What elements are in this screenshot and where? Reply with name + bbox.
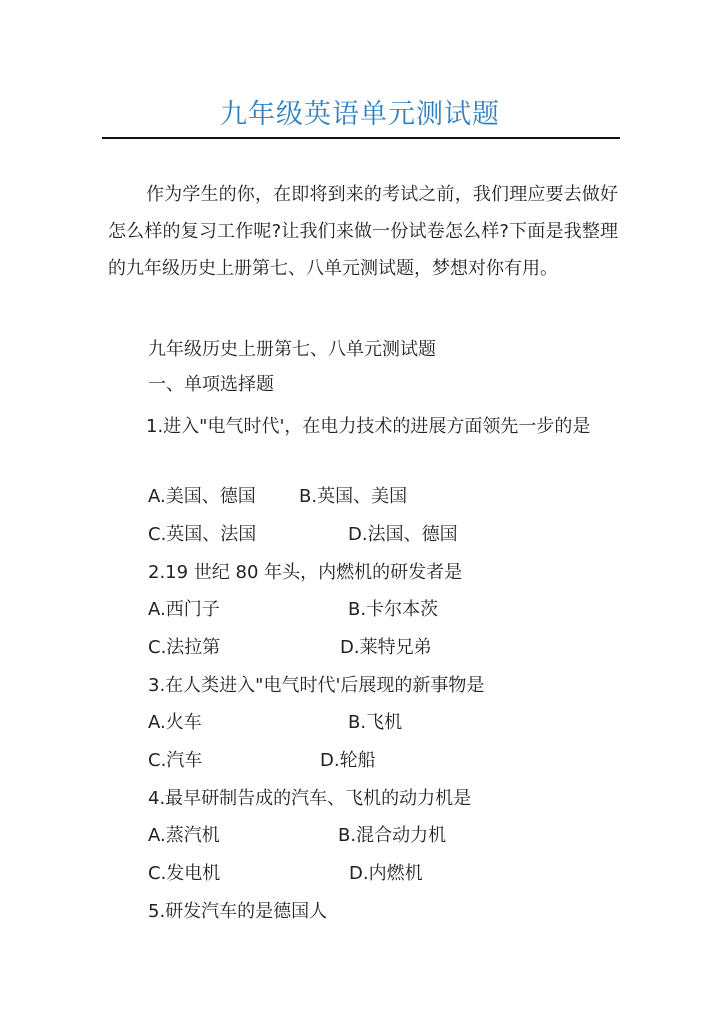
q3-option-b: B.飞机 [348, 712, 403, 733]
q1-option-a: A.美国、德国 [148, 486, 256, 507]
q4-option-b: B.混合动力机 [338, 825, 447, 846]
q4-option-d: D.内燃机 [349, 863, 423, 884]
q2-option-b: B.卡尔本茨 [348, 599, 439, 620]
intro-paragraph: 作为学生的你，在即将到来的考试之前，我们理应要去做好怎么样的复习工作呢?让我们来做一份试卷怎么样?下面是我整理的九年级历史上册第七、八单元测试题，梦想对你有用。 [108, 184, 618, 279]
q3-option-c: C.汽车 [148, 750, 203, 771]
q2-option-c: C.法拉第 [148, 637, 221, 658]
q4-option-a: A.蒸汽机 [148, 825, 220, 846]
q1-option-d: D.法国、德国 [348, 524, 458, 545]
question-2: 2.19 世纪 80 年头，内燃机的研发者是 [148, 562, 463, 583]
section-heading: 一、单项选择题 [148, 374, 274, 395]
q1-option-b: B.英国、美国 [299, 486, 408, 507]
question-4: 4.最早研制告成的汽车、飞机的动力机是 [148, 788, 472, 809]
title-divider [102, 137, 620, 139]
question-3: 3.在人类进入"电气时代'后展现的新事物是 [148, 675, 485, 696]
q1-option-c: C.英国、法国 [148, 524, 257, 545]
document-title: 九年级英语单元测试题 [220, 99, 500, 130]
q2-option-d: D.莱特兄弟 [340, 637, 432, 658]
q3-option-d: D.轮船 [320, 750, 376, 771]
question-5: 5.研发汽车的是德国人 [148, 901, 328, 922]
q3-option-a: A.火车 [148, 712, 202, 733]
subtitle: 九年级历史上册第七、八单元测试题 [148, 339, 436, 360]
q2-option-a: A.西门子 [148, 599, 220, 620]
q4-option-c: C.发电机 [148, 863, 221, 884]
question-1: 1.进入"电气时代'，在电力技术的进展方面领先一步的是 [146, 416, 591, 437]
